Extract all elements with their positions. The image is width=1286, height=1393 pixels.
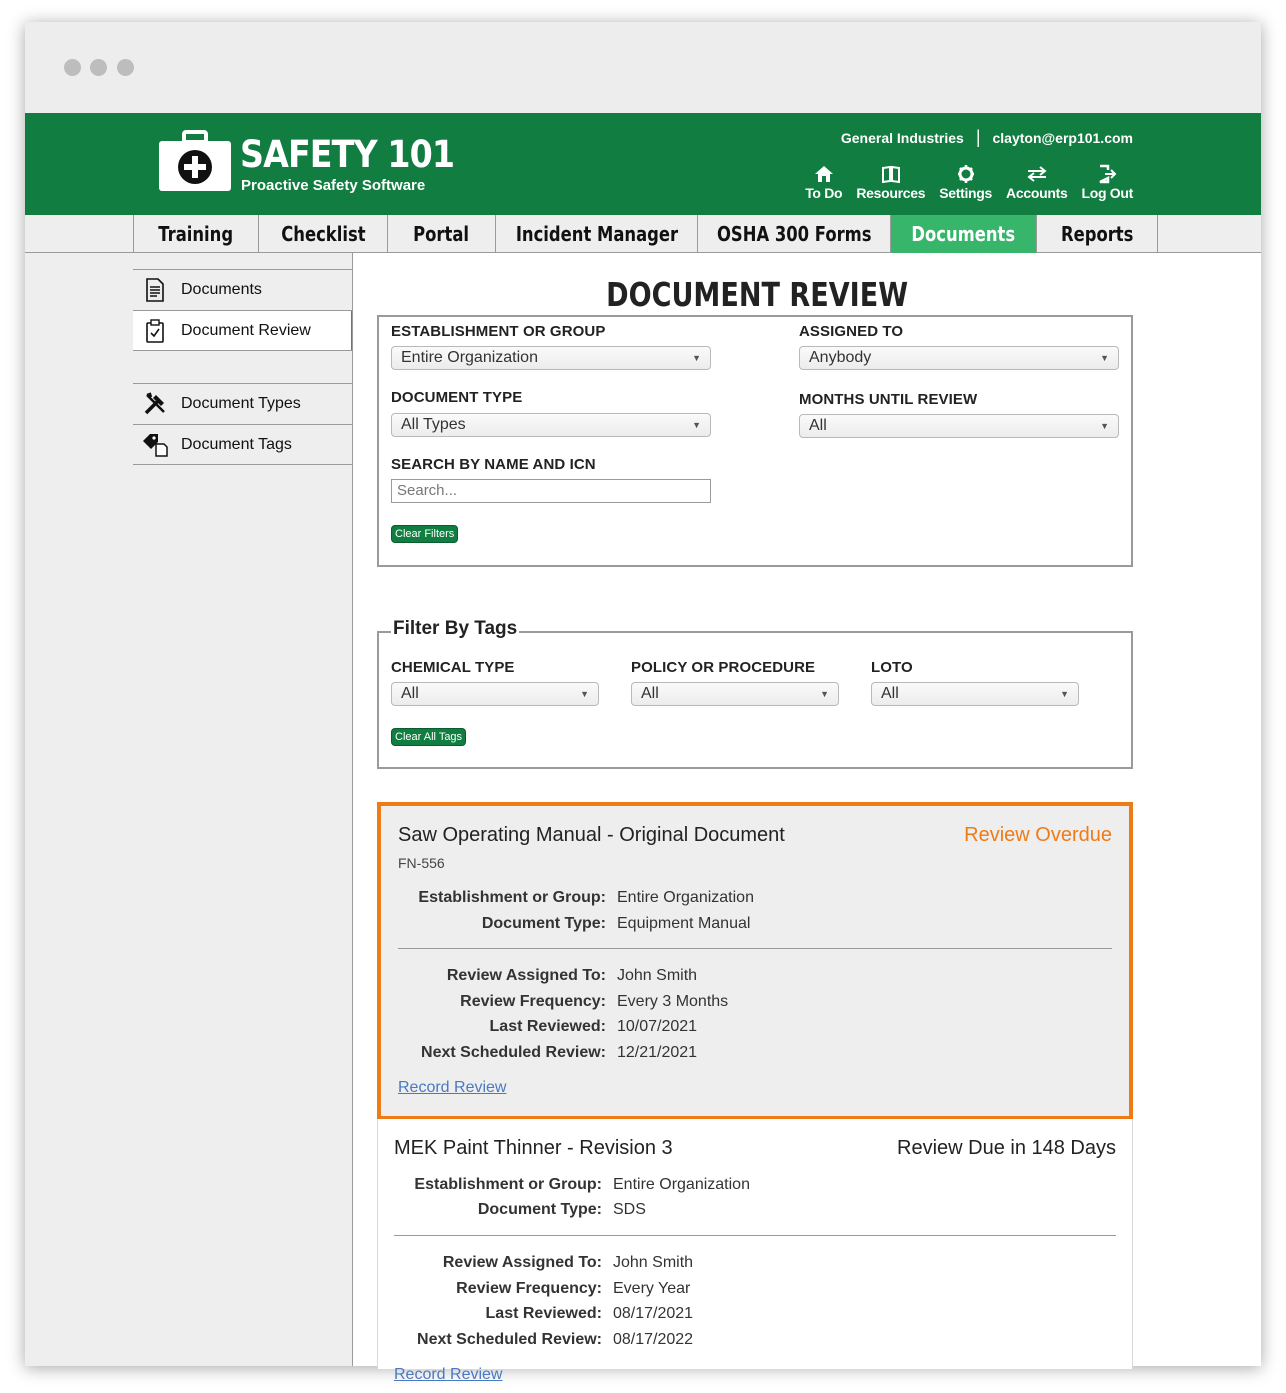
sidebar-item-label: Documents [181, 281, 262, 298]
months-until-review-select[interactable]: All ▼ [799, 414, 1119, 438]
tab-reports[interactable]: Reports [1037, 215, 1158, 253]
doc-type-field-value: SDS [613, 1201, 646, 1218]
last-reviewed-value: 08/17/2021 [613, 1305, 694, 1322]
establishment-field-label: Establishment or Group: [414, 1176, 602, 1193]
months-until-review-label: MONTHS UNTIL REVIEW [799, 391, 978, 408]
user-separator: | [975, 127, 981, 147]
document-title: MEK Paint Thinner - Revision 3 [394, 1137, 673, 1159]
card-divider [394, 1235, 1116, 1236]
user-email[interactable]: clayton@erp101.com [992, 129, 1133, 146]
header-nav-resources-label: Resources [856, 185, 926, 201]
tab-documents[interactable]: Documents [891, 215, 1037, 253]
filters-panel [377, 315, 1133, 567]
document-title: Saw Operating Manual - Original Document [398, 824, 785, 846]
doc-type-field-label: Document Type: [481, 915, 606, 932]
tools-icon [143, 392, 167, 416]
loto-select[interactable]: All ▼ [871, 682, 1079, 706]
tab-portal[interactable]: Portal [388, 215, 496, 253]
window-maximize-dot[interactable] [117, 59, 134, 76]
header-nav-logout[interactable] [1081, 165, 1133, 201]
document-icon [143, 278, 167, 302]
header-nav-todo[interactable] [805, 165, 842, 201]
last-reviewed-label: Last Reviewed: [485, 1305, 602, 1322]
establishment-field-value: Entire Organization [617, 889, 754, 906]
app-header [25, 113, 1261, 215]
search-label: SEARCH BY NAME AND ICN [391, 456, 596, 473]
assigned-to-select[interactable]: Anybody ▼ [799, 346, 1119, 370]
header-nav [805, 165, 1133, 201]
last-reviewed-label: Last Reviewed: [489, 1018, 606, 1035]
chevron-down-icon: ▼ [1100, 353, 1109, 363]
next-review-value: 12/21/2021 [617, 1044, 698, 1061]
establishment-field-value: Entire Organization [613, 1176, 750, 1193]
assigned-field-label: Review Assigned To: [446, 967, 606, 984]
header-nav-accounts[interactable] [1006, 165, 1067, 201]
loto-label: LOTO [871, 659, 913, 676]
chemical-type-label: CHEMICAL TYPE [391, 659, 515, 676]
sidebar-item-label: Document Review [181, 321, 311, 339]
header-nav-logout-label: Log Out [1081, 185, 1133, 201]
user-info [841, 127, 1133, 148]
card-divider [398, 948, 1112, 949]
clear-filters-button[interactable]: Clear Filters [391, 525, 458, 543]
sidebar [133, 269, 352, 465]
policy-procedure-select[interactable]: All ▼ [631, 682, 839, 706]
status-badge: Review Overdue [964, 824, 1112, 846]
assigned-to-label: ASSIGNED TO [799, 323, 904, 340]
doc-type-field-label: Document Type: [477, 1201, 602, 1218]
header-nav-settings[interactable] [939, 165, 992, 201]
policy-procedure-label: POLICY OR PROCEDURE [631, 659, 816, 676]
gear-icon [956, 165, 976, 183]
establishment-label: ESTABLISHMENT OR GROUP [391, 323, 606, 340]
tags-legend: Filter By Tags [393, 618, 518, 639]
chemical-type-select[interactable]: All ▼ [391, 682, 599, 706]
tab-osha-300-forms[interactable]: OSHA 300 Forms [698, 215, 891, 253]
next-review-value: 08/17/2022 [613, 1331, 694, 1348]
frequency-field-value: Every 3 Months [617, 993, 729, 1010]
page-title: DOCUMENT REVIEW [606, 275, 909, 314]
chevron-down-icon: ▼ [580, 689, 589, 699]
company-name[interactable]: General Industries [840, 129, 964, 146]
frequency-field-label: Review Frequency: [460, 993, 606, 1010]
tab-training[interactable]: Training [134, 215, 259, 253]
sidebar-item-label: Document Tags [181, 435, 292, 453]
establishment-select[interactable]: Entire Organization ▼ [391, 346, 711, 370]
first-aid-kit-icon [158, 131, 232, 192]
document-icn: FN-556 [398, 855, 445, 871]
sidebar-item-label: Document Types [181, 395, 301, 412]
header-nav-resources[interactable] [856, 165, 925, 201]
document-card-overdue [377, 802, 1133, 1120]
main-content [352, 253, 1261, 1383]
main-tabs [25, 215, 1261, 253]
tags-panel [377, 618, 1133, 769]
header-nav-todo-label: To Do [805, 185, 843, 201]
header-nav-accounts-label: Accounts [1006, 185, 1068, 201]
sidebar-item-document-tags[interactable] [133, 424, 352, 465]
document-type-select[interactable]: All Types ▼ [391, 413, 711, 437]
status-badge: Review Due in 148 Days [897, 1137, 1116, 1159]
assigned-field-value: John Smith [617, 967, 698, 984]
book-icon [881, 165, 901, 183]
window-minimize-dot[interactable] [90, 59, 107, 76]
clear-all-tags-button[interactable]: Clear All Tags [391, 728, 466, 746]
switch-arrows-icon [1027, 165, 1047, 183]
sidebar-item-documents[interactable] [133, 269, 352, 310]
chevron-down-icon: ▼ [1060, 689, 1069, 699]
chevron-down-icon: ▼ [692, 353, 701, 363]
chevron-down-icon: ▼ [1100, 421, 1109, 431]
browser-window [25, 22, 1261, 1383]
document-type-label: DOCUMENT TYPE [391, 389, 523, 406]
document-card [377, 1119, 1133, 1383]
clipboard-check-icon [143, 319, 167, 343]
record-review-link[interactable]: Record Review [398, 1079, 507, 1096]
app-logo-title: SAFETY 101 [240, 133, 455, 176]
header-nav-settings-label: Settings [939, 185, 993, 201]
frequency-field-value: Every Year [613, 1280, 691, 1297]
sidebar-item-document-types[interactable] [133, 383, 352, 424]
doc-type-field-value: Equipment Manual [617, 915, 751, 932]
record-review-link[interactable]: Record Review [394, 1366, 503, 1383]
chevron-down-icon: ▼ [692, 420, 701, 430]
tag-icon [143, 433, 167, 457]
window-titlebar [25, 22, 1261, 113]
home-icon [814, 165, 834, 183]
frequency-field-label: Review Frequency: [456, 1280, 602, 1297]
establishment-field-label: Establishment or Group: [418, 889, 606, 906]
assigned-field-value: John Smith [613, 1254, 694, 1271]
chevron-down-icon: ▼ [820, 689, 829, 699]
window-close-dot[interactable] [64, 59, 81, 76]
tab-checklist[interactable]: Checklist [259, 215, 388, 253]
search-input[interactable]: Search... [391, 479, 711, 503]
next-review-label: Next Scheduled Review: [421, 1044, 606, 1061]
assigned-field-label: Review Assigned To: [442, 1254, 602, 1271]
logout-icon [1097, 165, 1117, 183]
tab-incident-manager[interactable]: Incident Manager [496, 215, 698, 253]
sidebar-item-document-review[interactable] [133, 310, 352, 351]
next-review-label: Next Scheduled Review: [417, 1331, 602, 1348]
last-reviewed-value: 10/07/2021 [617, 1018, 698, 1035]
app-tagline: Proactive Safety Software [241, 177, 426, 194]
